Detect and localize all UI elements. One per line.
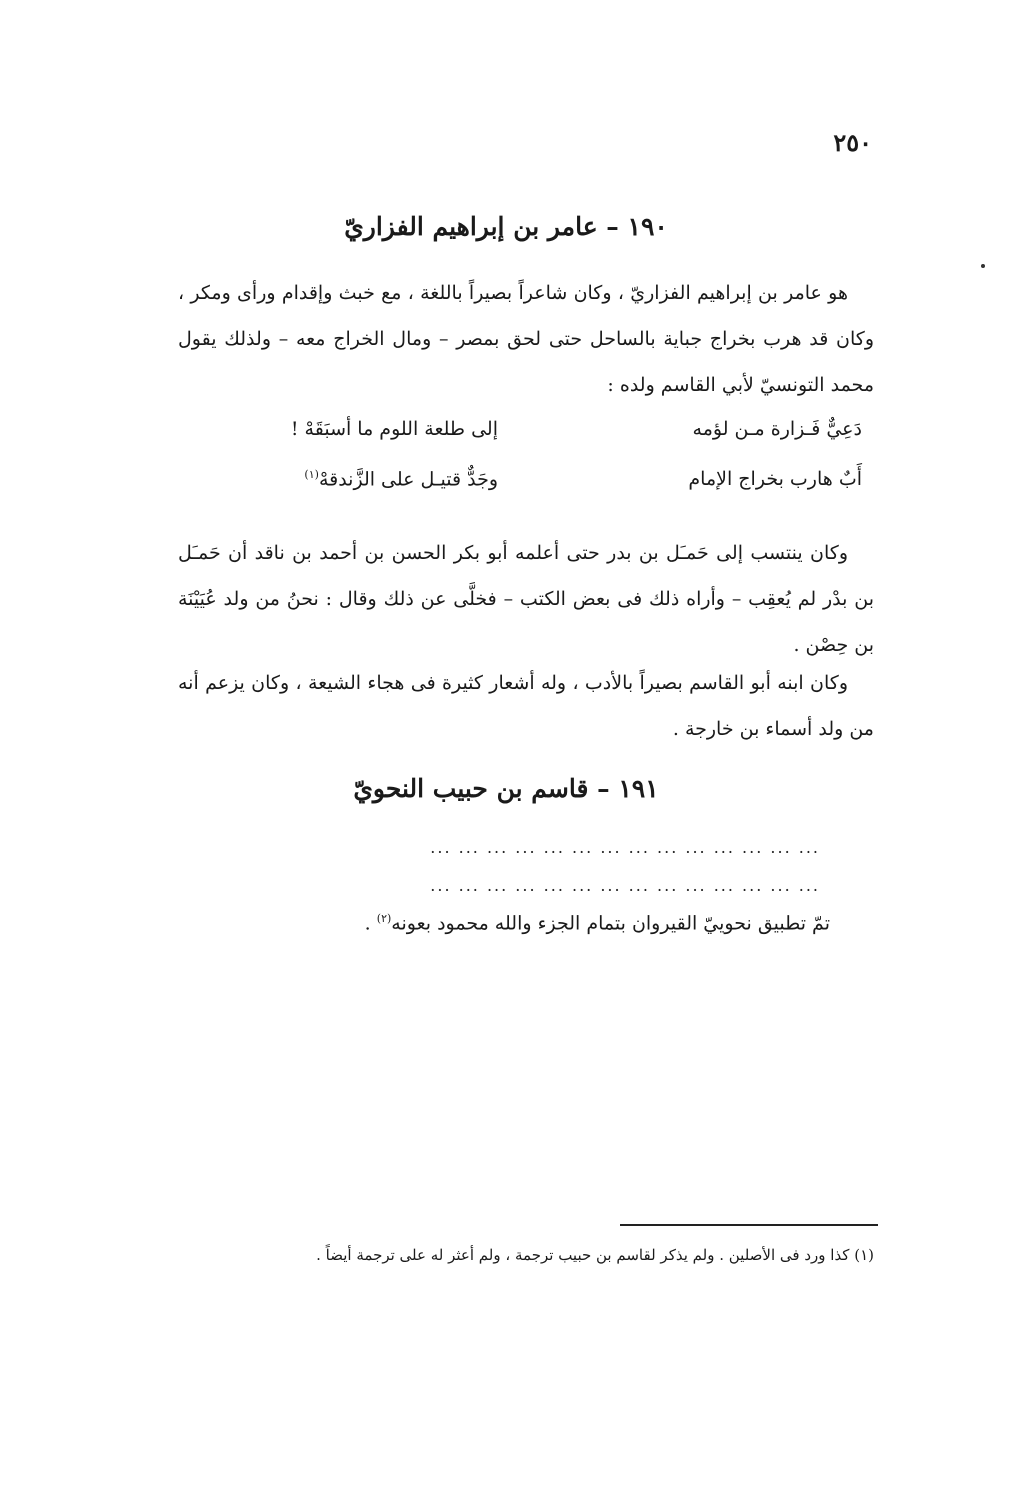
- entry-190-paragraph-2: [178, 530, 874, 668]
- entry-190-paragraph-3: [178, 660, 874, 752]
- ellipsis-line-2: ... ... ... ... ... ... ... ... ... ... ... ... ... ...: [430, 876, 820, 895]
- entry-190-heading: ١٩٠ – عامر بن إبراهيم الفزاريّ: [344, 212, 668, 241]
- footnote-marker-1: (١): [304, 468, 319, 481]
- footnote-marker-2: (٢): [376, 912, 392, 925]
- entry-191-heading: ١٩١ – قاسم بن حبيب النحويّ: [353, 774, 659, 803]
- verse-line-2-second-hemistich: [304, 468, 498, 490]
- verse-line-1-second-hemistich: إلى طلعة اللوم ما أسبَقَهْ !: [290, 418, 498, 440]
- verse-line-1-first-hemistich: دَعِيٌّ فَـزارة مـن لؤمه: [692, 418, 862, 440]
- footnote-divider: [620, 1224, 878, 1226]
- verse-line-2-first-hemistich: أَبٌ هارب بخراج الإمام: [688, 468, 862, 490]
- ellipsis-line-1: ... ... ... ... ... ... ... ... ... ... ... ... ... ...: [430, 838, 820, 857]
- verse-line-2-second-hemistich-text: وجَدٌّ قتيـل على الزَّندقهْ: [318, 468, 498, 491]
- colophon-text: تمّ تطبيق نحوييّ القيروان بتمام الجزء والله محمود بعونه: [391, 912, 830, 935]
- entry-190-paragraph-2-text: وكان ينتسب إلى حَمـَل بن بدر حتى أعلمه أبو بكر الحسن بن أحمد بن ناقد أن حَمـَل بن بدْر لم يُعقِب – وأراه ذلك فى بعض الكتب – فخلَّى عن ذلك وقال : نحنُ من ولد عُيَيْنَة بن حِصْن .: [178, 542, 874, 656]
- page-number: ٢٥٠: [833, 128, 872, 157]
- footnote: (١) كذا ورد فى الأصلين . ولم يذكر لقاسم بن حبيب ترجمة ، ولم أعثر له على ترجمة أيضاً .: [316, 1246, 874, 1264]
- entry-190-paragraph-1: [178, 270, 874, 408]
- colophon: [365, 912, 830, 934]
- entry-190-paragraph-1-text: هو عامر بن إبراهيم الفزاريّ ، وكان شاعراً بصيراً باللغة ، مع خبث وإقدام ورأى ومكر ، وكان قد هرب بخراج جباية بالساحل حتى لحق بمصر – ومال الخراج معه – ولذلك يقول محمد التونسيّ لأبي القاسم ولده :: [178, 282, 874, 396]
- colophon-end: .: [364, 912, 377, 935]
- entry-190-paragraph-3-text: وكان ابنه أبو القاسم بصيراً بالأدب ، وله أشعار كثيرة فى هجاء الشيعة ، وكان يزعم أنه من ولد أسماء بن خارجة .: [178, 672, 874, 740]
- print-speck: [981, 264, 985, 268]
